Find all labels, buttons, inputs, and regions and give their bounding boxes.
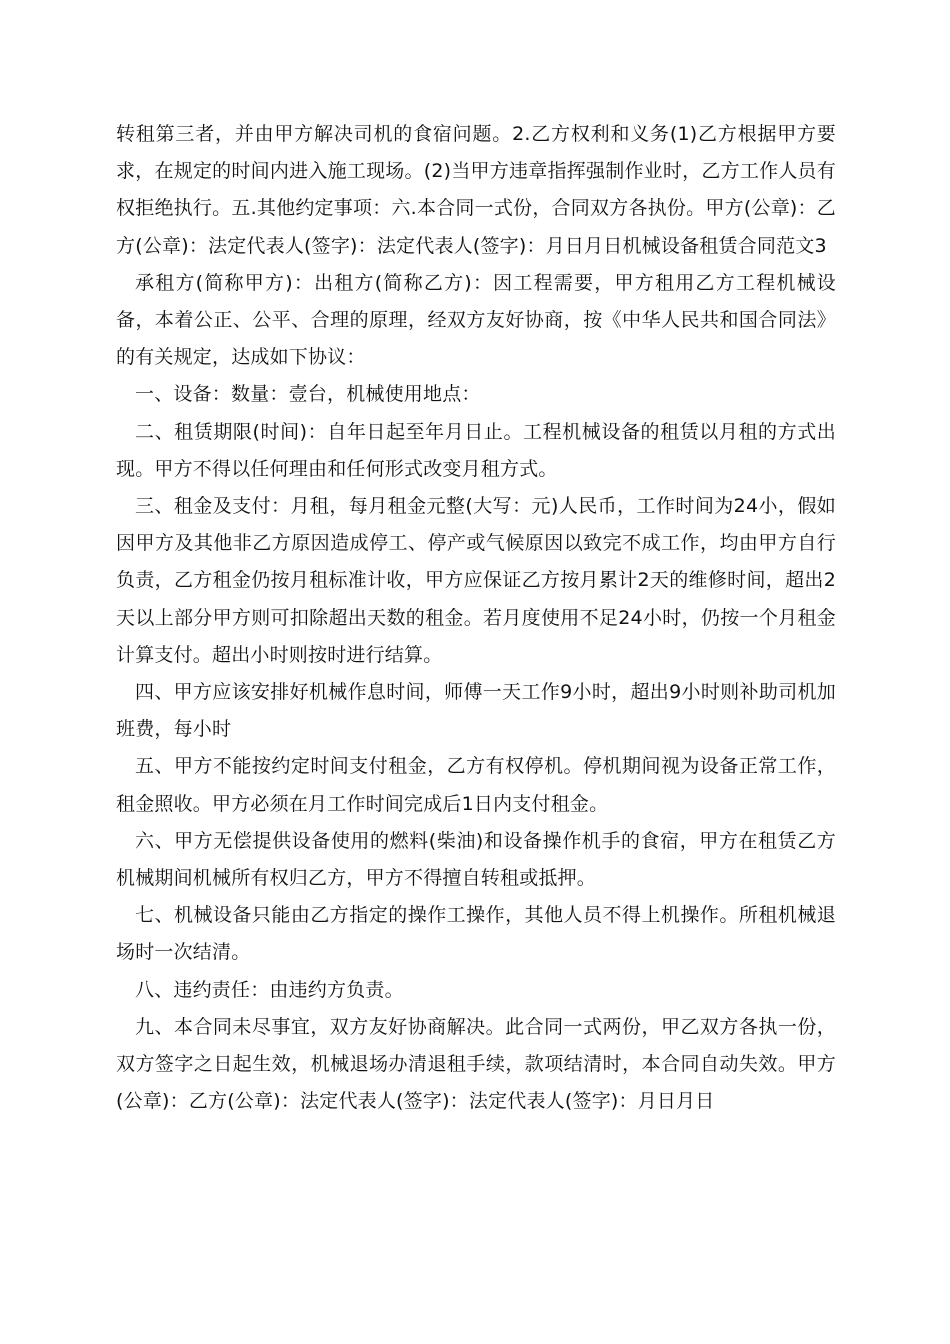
paragraph-clause-6: 六、甲方无偿提供设备使用的燃料(柴油)和设备操作机手的食宿，甲方在租赁乙方机械期间机械所有权归乙方，甲方不得擅自转租或抵押。 (116, 829, 836, 890)
document-page (116, 116, 836, 1120)
paragraph-clause-9: 九、本合同未尽事宜，双方友好协商解决。此合同一式两份，甲乙双方各执一份，双方签字之日起生效，机械退场办清退租手续，款项结清时，本合同自动失效。甲方(公章)：乙方(公章)：法定代表人(签字)：法定代表人(签字)：月日月日 (116, 1015, 836, 1113)
paragraph-clause-8: 八、违约责任：由违约方负责。 (135, 978, 404, 1001)
paragraph-clause-2: 二、租赁期限(时间)：自年日起至年月日止。工程机械设备的租赁以月租的方式出现。甲方不得以任何理由和任何形式改变月租方式。 (116, 420, 836, 480)
paragraph-clause-1: 一、设备：数量：壹台，机械使用地点： (135, 383, 481, 406)
paragraph-clause-3: 三、租金及支付：月租，每月租金元整(大写：元)人民币，工作时间为24小，假如因甲方及其他非乙方原因造成停工、停产或气候原因以致完不成工作，均由甲方自行负责，乙方租金仍按月租标准计收，甲方应保证乙方按月累计2天的维修时间，超出2天以上部分甲方则可扣除超出天数的租金。若月度使用不足24小时，仍按一个月租金计算支付。超出小时则按时进行结算。 (116, 495, 836, 666)
paragraph-parties: 承租方(简称甲方)：出租方(简称乙方)：因工程需要，甲方租用乙方工程机械设备，本着公正、公平、合理的原理，经双方友好协商，按《中华人民共和国合同法》的有关规定，达成如下协议： (116, 271, 836, 369)
paragraph-clause-7: 七、机械设备只能由乙方指定的操作工操作，其他人员不得上机操作。所租机械退场时一次结清。 (116, 904, 836, 964)
paragraph-clause-4: 四、甲方应该安排好机械作息时间，师傅一天工作9小时，超出9小时则补助司机加班费，每小时 (116, 681, 836, 741)
paragraph-clause-5: 五、甲方不能按约定时间支付租金，乙方有权停机。停机期间视为设备正常工作，租金照收。甲方必须在月工作时间完成后1日内支付租金。 (116, 755, 836, 815)
paragraph-continuation: 转租第三者，并由甲方解决司机的食宿问题。2.乙方权利和义务(1)乙方根据甲方要求，在规定的时间内进入施工现场。(2)当甲方违章指挥强制作业时，乙方工作人员有权拒绝执行。五.其他约定事项：六.本合同一式份，合同双方各执份。甲方(公章)：乙方(公章)：法定代表人(签字)：法定代表人(签字)：月日月日机械设备租赁合同范文3 (116, 123, 836, 257)
